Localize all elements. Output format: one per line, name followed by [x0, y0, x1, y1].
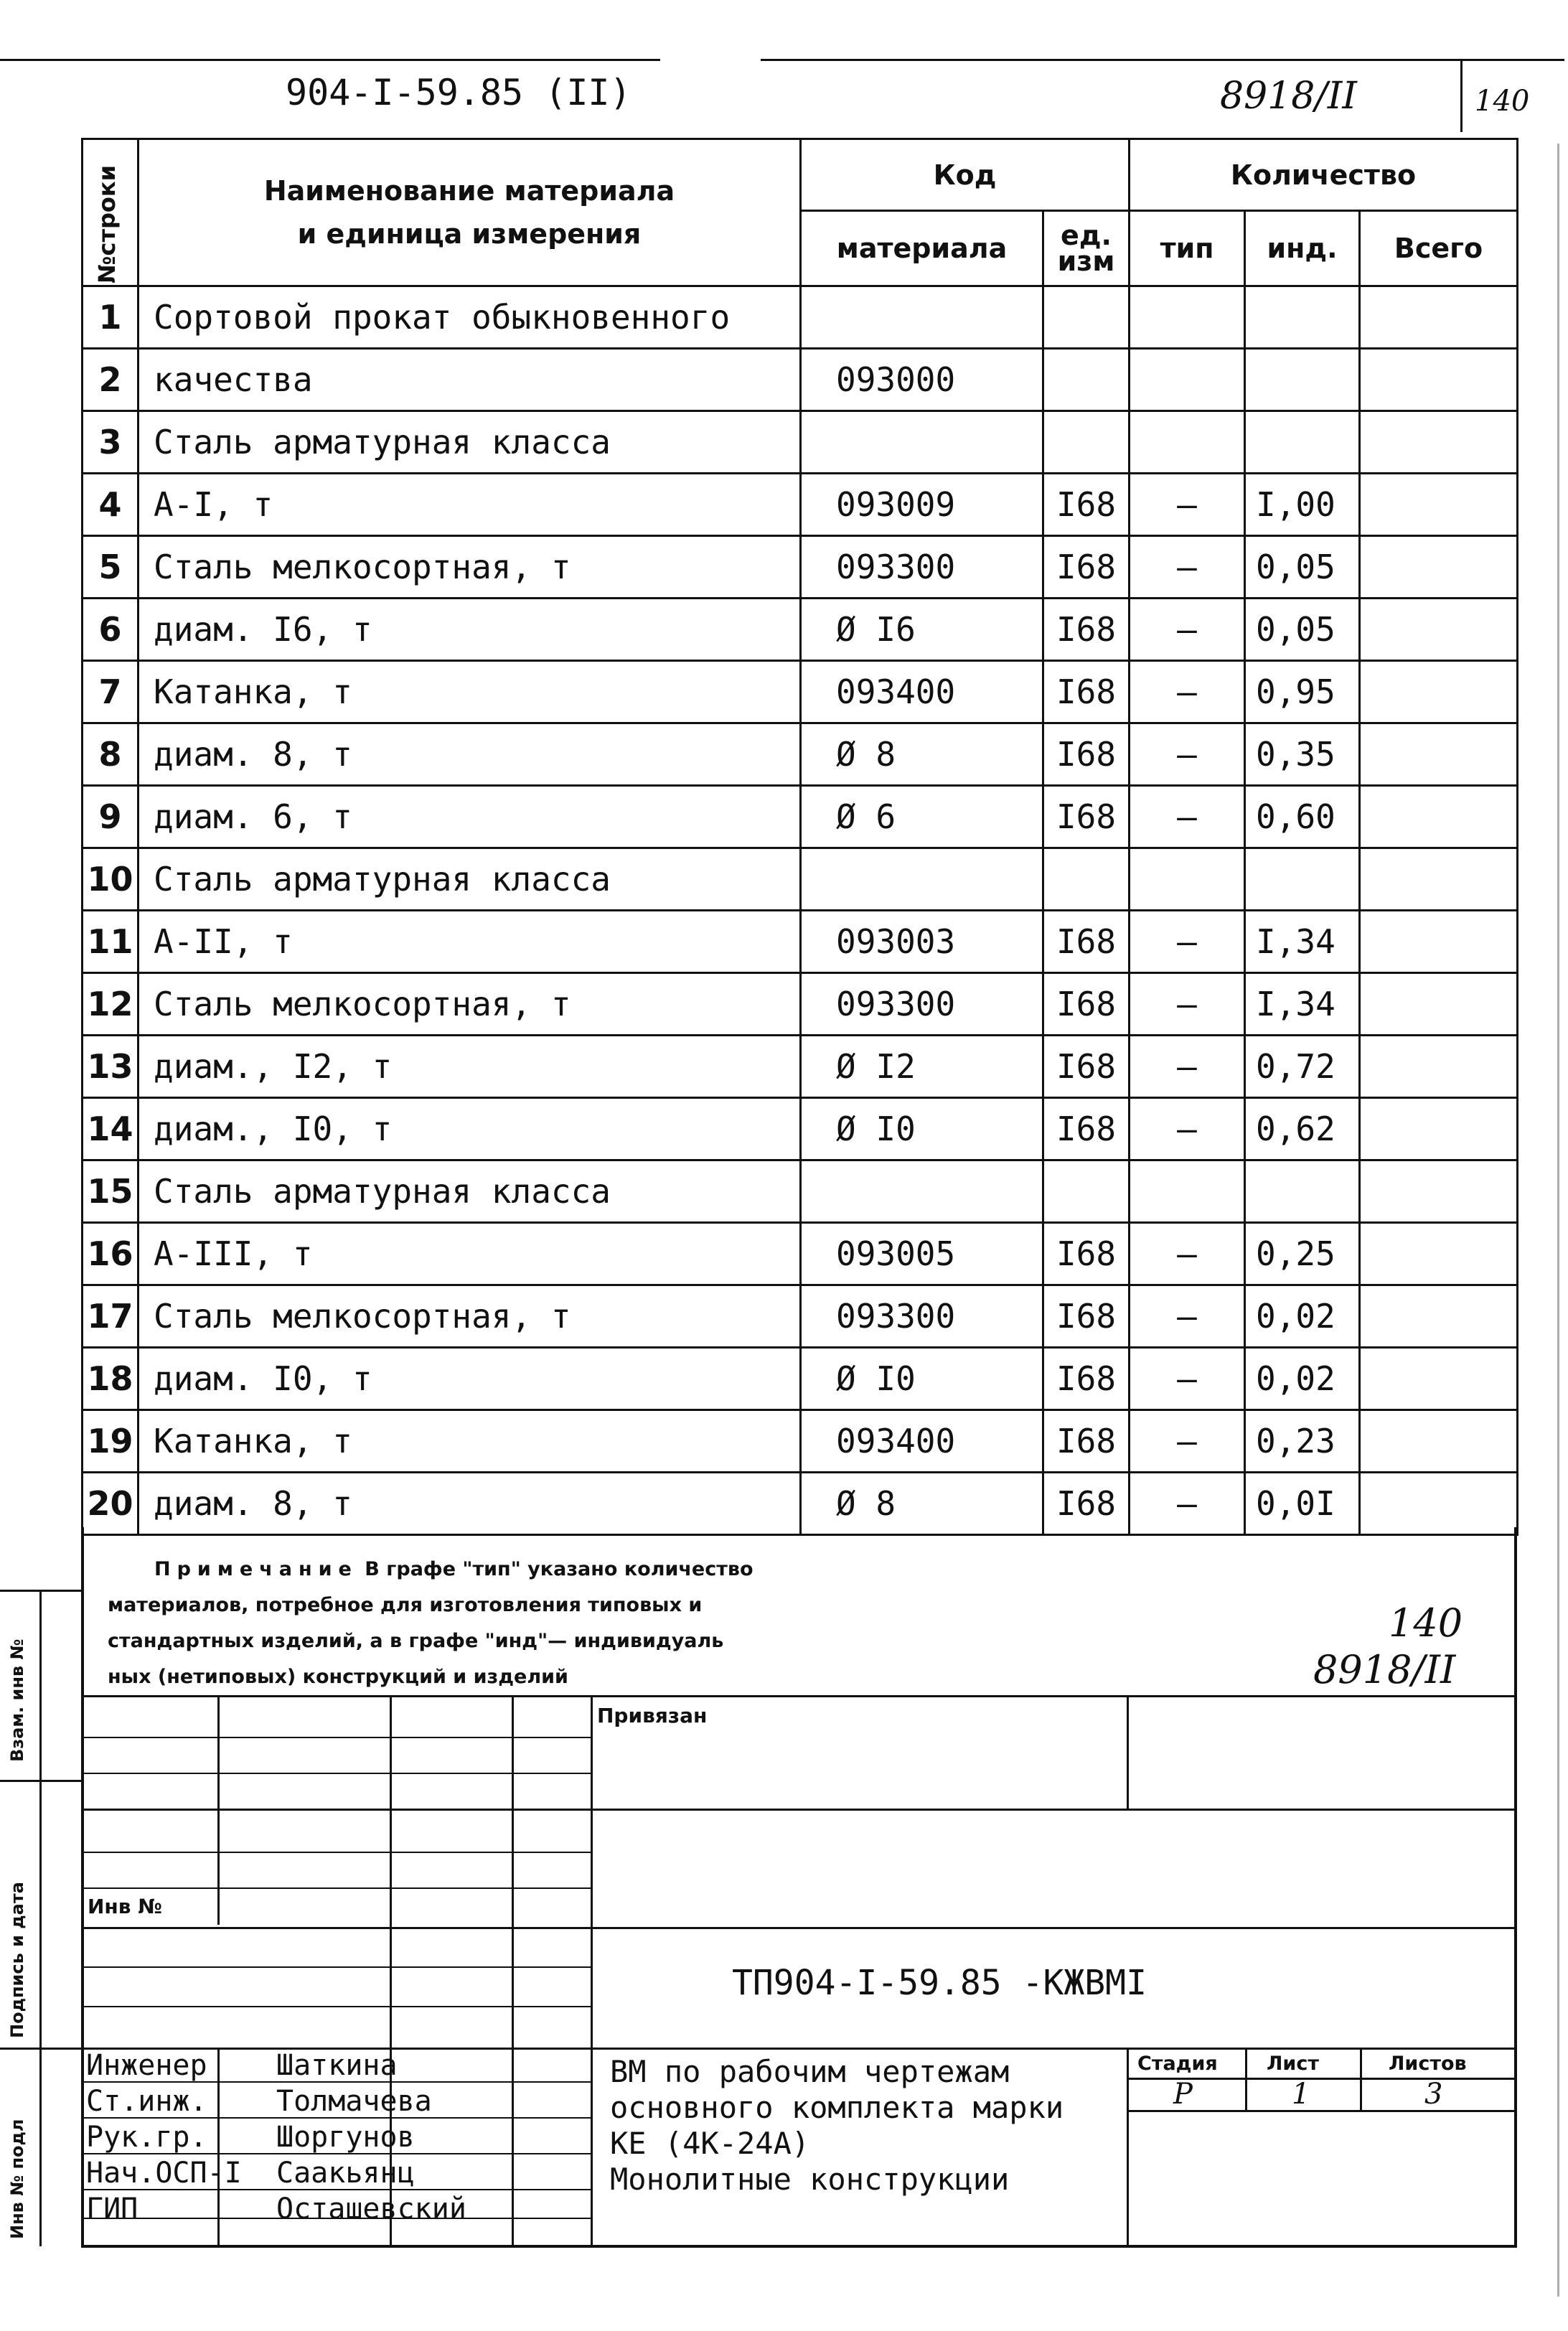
row-number: 15	[83, 1160, 139, 1223]
tb-stage-v1	[1245, 2048, 1247, 2110]
material-name: Сортовой прокат обыкновенного	[139, 286, 801, 349]
tb-rule-5	[81, 1887, 591, 1889]
material-code: Ø 8	[801, 1473, 1043, 1535]
row-number: 14	[83, 1098, 139, 1160]
table-row	[83, 1098, 1518, 1160]
table-row	[83, 1223, 1518, 1285]
sheet-number: 140	[1475, 85, 1530, 118]
qty-header: Количество	[1130, 139, 1518, 211]
row-number: 7	[83, 661, 139, 723]
row-number: 1	[83, 286, 139, 349]
sheet-box-divider	[1460, 60, 1463, 132]
tb-top-rule	[81, 1695, 1516, 1697]
qty-typ: –	[1130, 723, 1245, 786]
qty-ind: 0,02	[1245, 1285, 1360, 1348]
name-header-line1: Наименование материала	[263, 175, 675, 207]
material-code: 093005	[801, 1223, 1043, 1285]
table-row	[83, 1348, 1518, 1410]
table-row	[83, 786, 1518, 848]
material-name: Сталь мелкосортная, т	[139, 1285, 801, 1348]
qty-total	[1360, 786, 1518, 848]
attached-label: Привязан	[597, 1704, 708, 1727]
row-number: 6	[83, 599, 139, 661]
signer-role: Нач.ОСП-I	[86, 2157, 242, 2190]
stamp-number: 8918/II	[1220, 75, 1357, 118]
qty-typ: –	[1130, 973, 1245, 1036]
qty-ind	[1245, 411, 1360, 474]
qty-total	[1360, 599, 1518, 661]
tb-rule-3	[81, 1809, 1516, 1811]
material-name: Сталь арматурная класса	[139, 1160, 801, 1223]
unit-code: I68	[1043, 1285, 1130, 1348]
qty-typ: –	[1130, 1473, 1245, 1535]
table-row	[83, 911, 1518, 973]
unit-code: I68	[1043, 723, 1130, 786]
table-row	[83, 848, 1518, 911]
tb-rule-7	[81, 1966, 591, 1968]
sidebar-vrule	[39, 1590, 42, 2246]
materials-table	[81, 138, 1518, 1536]
qty-typ: –	[1130, 1223, 1245, 1285]
sheets-label: Листов	[1389, 2053, 1467, 2075]
qty-total	[1360, 1473, 1518, 1535]
qty-typ: –	[1130, 661, 1245, 723]
qty-ind: I,00	[1245, 474, 1360, 536]
material-code: 093300	[801, 536, 1043, 599]
title-line3: КЕ (4К-24А)	[610, 2126, 810, 2161]
note-line4: ных (нетиповых) конструкций и изделий	[108, 1666, 568, 1688]
material-name: А-III, т	[139, 1223, 801, 1285]
row-number: 17	[83, 1285, 139, 1348]
note-label: Примечание	[154, 1558, 358, 1580]
signer-name: Саакьянц	[276, 2157, 415, 2190]
signer-role: Инженер	[86, 2049, 207, 2082]
material-code	[801, 286, 1043, 349]
qty-ind	[1245, 286, 1360, 349]
unit-header-line1: ед.	[1061, 220, 1112, 251]
qty-ind: 0,23	[1245, 1410, 1360, 1473]
unit-code	[1043, 286, 1130, 349]
table-row	[83, 661, 1518, 723]
material-name: диам., I2, т	[139, 1036, 801, 1098]
qty-total	[1360, 1160, 1518, 1223]
title-line2: основного комплекта марки	[610, 2090, 1064, 2125]
signature-row	[86, 2191, 466, 2227]
qty-ind: 0,60	[1245, 786, 1360, 848]
unit-code: I68	[1043, 536, 1130, 599]
unit-code: I68	[1043, 661, 1130, 723]
tb-vcol-5	[1127, 1695, 1129, 1809]
qty-ind	[1245, 848, 1360, 911]
right-edge-mark	[1557, 144, 1559, 2297]
qty-total	[1360, 286, 1518, 349]
row-number: 19	[83, 1410, 139, 1473]
tb-vcol-1	[217, 1695, 220, 1925]
material-name: диам. I6, т	[139, 599, 801, 661]
qty-typ: –	[1130, 1098, 1245, 1160]
rownum-header-text: №строки	[93, 164, 121, 283]
table-row	[83, 536, 1518, 599]
row-number: 5	[83, 536, 139, 599]
qty-total	[1360, 536, 1518, 599]
table-row	[83, 349, 1518, 411]
qty-typ	[1130, 411, 1245, 474]
qty-total	[1360, 911, 1518, 973]
material-code: 093300	[801, 973, 1043, 1036]
doc-title	[610, 2054, 1064, 2198]
title-line4: Монолитные конструкции	[610, 2162, 1010, 2197]
qty-total	[1360, 973, 1518, 1036]
qty-ind: 0,02	[1245, 1348, 1360, 1410]
unit-code: I68	[1043, 786, 1130, 848]
signature-row	[86, 2155, 466, 2191]
material-code: 093009	[801, 474, 1043, 536]
unit-code: I68	[1043, 1036, 1130, 1098]
qty-total	[1360, 474, 1518, 536]
material-code	[801, 1160, 1043, 1223]
material-code	[801, 411, 1043, 474]
table-row	[83, 474, 1518, 536]
material-name: диам., I0, т	[139, 1098, 801, 1160]
sidebar-sign-date: Подпись и дата	[7, 1882, 27, 2038]
material-code: Ø I0	[801, 1098, 1043, 1160]
note-hand-sheet: 140	[1389, 1600, 1463, 1646]
unit-code: I68	[1043, 911, 1130, 973]
material-name: А-I, т	[139, 474, 801, 536]
sidebar-vzam: Взам. инв №	[7, 1638, 27, 1762]
unit-code	[1043, 411, 1130, 474]
unit-code: I68	[1043, 973, 1130, 1036]
qty-ind: 0,05	[1245, 536, 1360, 599]
tb-stage-v2	[1360, 2048, 1362, 2110]
qty-typ: –	[1130, 1348, 1245, 1410]
table-row	[83, 1160, 1518, 1223]
qty-ind: 0,0I	[1245, 1473, 1360, 1535]
qty-typ	[1130, 349, 1245, 411]
qty-typ: –	[1130, 786, 1245, 848]
qty-ind: 0,25	[1245, 1223, 1360, 1285]
qty-total	[1360, 661, 1518, 723]
material-code: Ø I6	[801, 599, 1043, 661]
material-name: диам. 8, т	[139, 723, 801, 786]
qty-ind: I,34	[1245, 973, 1360, 1036]
note-frame-right	[1514, 1527, 1517, 2246]
doc-code: 904-I-59.85 (II)	[286, 72, 632, 113]
note-frame-left	[81, 1527, 84, 2246]
note-text	[108, 1552, 754, 1695]
material-name: диам. 6, т	[139, 786, 801, 848]
row-number: 16	[83, 1223, 139, 1285]
material-code: 093003	[801, 911, 1043, 973]
total-header: Всего	[1360, 211, 1518, 286]
tb-rule-2	[81, 1773, 591, 1774]
qty-total	[1360, 848, 1518, 911]
material-code: Ø I0	[801, 1348, 1043, 1410]
table-row	[83, 723, 1518, 786]
qty-typ	[1130, 286, 1245, 349]
row-number: 11	[83, 911, 139, 973]
qty-total	[1360, 1285, 1518, 1348]
note-line3: стандартных изделий, а в графе "инд"— индивидуаль	[108, 1630, 724, 1652]
table-row	[83, 1473, 1518, 1535]
rownum-header	[83, 139, 139, 286]
table-row	[83, 1036, 1518, 1098]
signature-row	[86, 2083, 466, 2119]
qty-total	[1360, 349, 1518, 411]
table-row	[83, 286, 1518, 349]
material-name: Катанка, т	[139, 1410, 801, 1473]
tb-rule-1	[81, 1737, 591, 1738]
qty-typ: –	[1130, 474, 1245, 536]
material-name: Сталь мелкосортная, т	[139, 973, 801, 1036]
tb-rule-4	[81, 1852, 591, 1853]
row-number: 18	[83, 1348, 139, 1410]
material-name: качества	[139, 349, 801, 411]
table-row	[83, 1285, 1518, 1348]
unit-header-line2: изм	[1057, 245, 1115, 277]
qty-ind	[1245, 349, 1360, 411]
inv-label: Инв №	[88, 1895, 162, 1918]
row-number: 12	[83, 973, 139, 1036]
qty-ind: 0,62	[1245, 1098, 1360, 1160]
unit-code: I68	[1043, 1473, 1130, 1535]
material-name: Сталь мелкосортная, т	[139, 536, 801, 599]
sheet-value: 1	[1292, 2078, 1310, 2111]
row-number: 20	[83, 1473, 139, 1535]
signature-row	[86, 2119, 466, 2155]
qty-typ	[1130, 1160, 1245, 1223]
qty-typ	[1130, 848, 1245, 911]
unit-code	[1043, 349, 1130, 411]
material-code: 093000	[801, 349, 1043, 411]
qty-total	[1360, 1410, 1518, 1473]
qty-total	[1360, 1098, 1518, 1160]
qty-total	[1360, 723, 1518, 786]
qty-typ: –	[1130, 536, 1245, 599]
code-header: Код	[801, 139, 1130, 211]
designation: ТП904-I-59.85 -КЖВМI	[732, 1963, 1147, 2003]
tb-rule-8	[81, 2006, 591, 2007]
signer-role: Рук.гр.	[86, 2121, 207, 2154]
material-name: А-II, т	[139, 911, 801, 973]
qty-ind: 0,35	[1245, 723, 1360, 786]
signer-name: Осташевский	[276, 2192, 466, 2226]
sidebar-inv-podl: Инв № подл	[7, 2119, 27, 2239]
qty-total	[1360, 411, 1518, 474]
signer-name: Шаткина	[276, 2049, 398, 2082]
tb-vcol-4	[591, 1695, 593, 2246]
name-header-line2: и единица измерения	[297, 218, 642, 250]
qty-typ: –	[1130, 1285, 1245, 1348]
unit-header	[1043, 211, 1130, 286]
qty-total	[1360, 1223, 1518, 1285]
qty-total	[1360, 1348, 1518, 1410]
note-line2: материалов, потребное для изготовления типовых и	[108, 1594, 703, 1616]
frame-bottom	[81, 2245, 1517, 2248]
qty-typ: –	[1130, 1036, 1245, 1098]
name-header	[139, 139, 801, 286]
row-number: 8	[83, 723, 139, 786]
unit-code: I68	[1043, 474, 1130, 536]
signer-role: Ст.инж.	[86, 2085, 207, 2118]
note-line1: В графе "тип" указано количество	[365, 1558, 754, 1580]
row-number: 13	[83, 1036, 139, 1098]
row-number: 3	[83, 411, 139, 474]
stage-value: Р	[1173, 2078, 1193, 2111]
typ-header: тип	[1130, 211, 1245, 286]
unit-code: I68	[1043, 1410, 1130, 1473]
material-name: диам. 8, т	[139, 1473, 801, 1535]
signature-row	[86, 2048, 466, 2083]
unit-code: I68	[1043, 1348, 1130, 1410]
ind-header: инд.	[1245, 211, 1360, 286]
top-rule-right	[761, 59, 1564, 61]
material-code: 093400	[801, 1410, 1043, 1473]
top-rule-left	[0, 59, 660, 61]
qty-typ: –	[1130, 599, 1245, 661]
material-code: 093400	[801, 661, 1043, 723]
materials-rows	[83, 286, 1518, 1535]
material-name: Сталь арматурная класса	[139, 848, 801, 911]
unit-code: I68	[1043, 1223, 1130, 1285]
material-name: диам. I0, т	[139, 1348, 801, 1410]
qty-ind: 0,05	[1245, 599, 1360, 661]
row-number: 9	[83, 786, 139, 848]
note-hand-stamp: 8918/II	[1313, 1647, 1456, 1692]
signer-name: Толмачева	[276, 2085, 432, 2118]
material-code	[801, 848, 1043, 911]
material-header: материала	[801, 211, 1043, 286]
table-row	[83, 599, 1518, 661]
material-code: Ø 8	[801, 723, 1043, 786]
row-number: 2	[83, 349, 139, 411]
qty-ind	[1245, 1160, 1360, 1223]
table-row	[83, 1410, 1518, 1473]
qty-ind: 0,95	[1245, 661, 1360, 723]
row-number: 10	[83, 848, 139, 911]
signatures-block	[86, 2048, 466, 2227]
tb-rule-6	[81, 1927, 1516, 1929]
qty-ind: I,34	[1245, 911, 1360, 973]
material-code: Ø 6	[801, 786, 1043, 848]
unit-code: I68	[1043, 1098, 1130, 1160]
unit-code: I68	[1043, 599, 1130, 661]
stage-label: Стадия	[1137, 2053, 1218, 2075]
unit-code	[1043, 1160, 1130, 1223]
material-code: 093300	[801, 1285, 1043, 1348]
material-code: Ø I2	[801, 1036, 1043, 1098]
tb-vcol-3	[512, 1695, 514, 2246]
qty-ind: 0,72	[1245, 1036, 1360, 1098]
qty-typ: –	[1130, 1410, 1245, 1473]
qty-total	[1360, 1036, 1518, 1098]
signer-role: ГИП	[86, 2192, 139, 2226]
table-row	[83, 411, 1518, 474]
qty-typ: –	[1130, 911, 1245, 973]
material-name: Сталь арматурная класса	[139, 411, 801, 474]
signer-name: Шоргунов	[276, 2121, 415, 2154]
sheet-label: Лист	[1267, 2053, 1319, 2075]
title-line1: ВМ по рабочим чертежам	[610, 2054, 1010, 2089]
unit-code	[1043, 848, 1130, 911]
material-name: Катанка, т	[139, 661, 801, 723]
sheets-value: 3	[1424, 2078, 1443, 2111]
table-row	[83, 973, 1518, 1036]
row-number: 4	[83, 474, 139, 536]
